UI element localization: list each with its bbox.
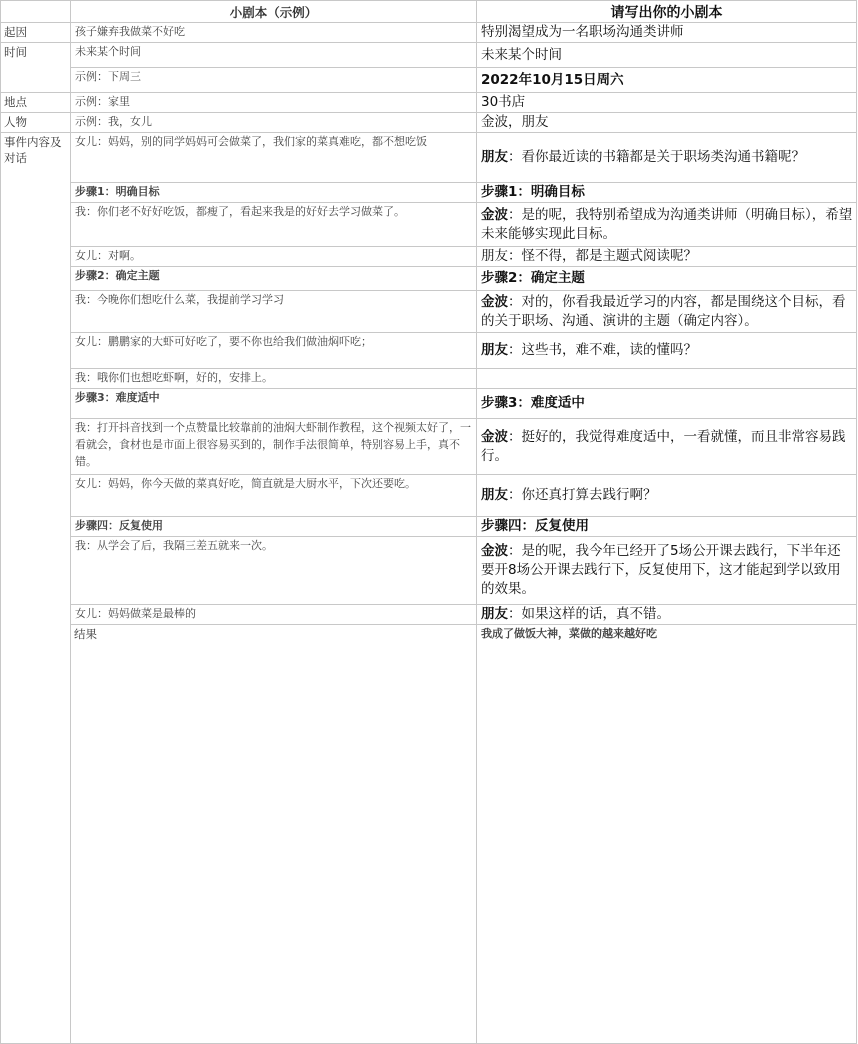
label-time: 时间 <box>1 43 71 93</box>
row-people <box>1 113 857 133</box>
example-step-cell: 步骤2：确定主题 <box>71 267 477 291</box>
header-yours: 请写出你的小剧本 <box>477 1 857 23</box>
dialogue-text: ：对的，你看我最近学习的内容，都是围绕这个目标，看的关于职场、沟通、演讲的主题（确定内容）。 <box>481 293 846 329</box>
row-cause <box>1 23 857 43</box>
example-cell: 女儿：对啊。 <box>71 247 477 267</box>
row-event-4 <box>1 291 857 333</box>
row-result <box>1 625 857 1044</box>
row-step3 <box>1 389 857 419</box>
dialogue-text: ：你还真打算去践行啊？ <box>508 487 657 503</box>
example-cell: 我：今晚你们想吃什么菜，我提前学习学习 <box>71 291 477 333</box>
speaker-label: 金波 <box>481 543 508 559</box>
label-people: 人物 <box>1 113 71 133</box>
row-time <box>1 43 857 68</box>
example-cell: 我：哦你们也想吃虾啊，好的，安排上。 <box>71 369 477 389</box>
row-step2 <box>1 267 857 291</box>
answer-cell[interactable] <box>477 369 857 389</box>
row-event-1 <box>1 133 857 183</box>
label-event: 事件内容及对话 <box>1 133 71 1044</box>
row-event-7 <box>1 419 857 475</box>
answer-cell[interactable] <box>477 291 857 333</box>
header-row <box>1 1 857 23</box>
dialogue-text: ：看你最近读的书籍都是关于职场类沟通书籍呢？ <box>508 149 805 165</box>
answer-step-cell[interactable]: 步骤2：确定主题 <box>477 267 857 291</box>
header-example: 小剧本（示例） <box>71 1 477 23</box>
dialogue-text: ：是的呢，我特别希望成为沟通类讲师（明确目标），希望未来能够实现此目标。 <box>481 206 853 242</box>
speaker-label: 朋友 <box>481 606 508 622</box>
answer-step-cell[interactable]: 步骤四：反复使用 <box>477 517 857 537</box>
row-event-10 <box>1 605 857 625</box>
speaker-label: 朋友 <box>481 487 508 503</box>
dialogue-text: ：这些书，难不难，读的懂吗？ <box>508 342 697 358</box>
example-cell: 示例：我，女儿 <box>71 113 477 133</box>
row-event-8 <box>1 475 857 517</box>
example-cell: 女儿：妈妈，别的同学妈妈可会做菜了，我们家的菜真难吃，都不想吃饭 <box>71 133 477 183</box>
row-time-example <box>1 68 857 93</box>
label-place: 地点 <box>1 93 71 113</box>
speaker-label: 朋友 <box>481 342 508 358</box>
row-event-5 <box>1 333 857 369</box>
speaker-label: 朋友 <box>481 149 508 165</box>
dialogue-text: ：如果这样的话，真不错。 <box>508 606 670 622</box>
speaker-label: 金波 <box>481 428 508 445</box>
answer-cell[interactable] <box>477 419 857 475</box>
row-event-9 <box>1 537 857 605</box>
answer-step-cell[interactable]: 步骤1：明确目标 <box>477 183 857 203</box>
row-place <box>1 93 857 113</box>
row-event-2 <box>1 203 857 247</box>
label-cause: 起因 <box>1 23 71 43</box>
dialogue-text: ：挺好的，我觉得难度适中，一看就懂，而且非常容易践行。 <box>481 428 846 464</box>
answer-cell[interactable] <box>477 333 857 369</box>
example-cell: 示例：家里 <box>71 93 477 113</box>
answer-cell[interactable] <box>477 475 857 517</box>
row-event-3 <box>1 247 857 267</box>
answer-cell[interactable]: 未来某个时间 <box>477 43 857 68</box>
answer-cell[interactable]: 金波，朋友 <box>477 113 857 133</box>
example-cell: 我：打开抖音找到一个点赞量比较靠前的油焖大虾制作教程，这个视频太好了，一看就会，食材也是市面上很容易买到的，制作手法很简单，特别容易上手，真不错。 <box>71 419 477 475</box>
row-step4 <box>1 517 857 537</box>
answer-step-cell[interactable]: 步骤3：难度适中 <box>477 389 857 419</box>
answer-cell[interactable]: 朋友：怪不得，都是主题式阅读呢？ <box>477 247 857 267</box>
label-result: 结果 <box>71 625 477 1044</box>
example-cell: 我：从学会了后，我隔三差五就来一次。 <box>71 537 477 605</box>
answer-cell[interactable]: 2022年10月15日周六 <box>477 68 857 93</box>
example-cell: 我：你们老不好好吃饭，都瘦了，看起来我是的好好去学习做菜了。 <box>71 203 477 247</box>
example-cell: 孩子嫌弃我做菜不好吃 <box>71 23 477 43</box>
answer-cell[interactable] <box>477 203 857 247</box>
example-cell: 未来某个时间 <box>71 43 477 68</box>
answer-cell[interactable] <box>477 133 857 183</box>
row-event-6 <box>1 369 857 389</box>
example-cell: 女儿：妈妈，你今天做的菜真好吃，简直就是大厨水平，下次还要吃。 <box>71 475 477 517</box>
speaker-label: 金波 <box>481 293 508 310</box>
dialogue-text: ：是的呢，我今年已经开了5场公开课去践行，下半年还要开8场公开课去践行下，反复使用下，这才能起到学以致用的效果。 <box>481 543 841 597</box>
row-step1 <box>1 183 857 203</box>
example-cell: 我成了做饭大神，菜做的越来越好吃 <box>477 625 857 1044</box>
answer-cell[interactable]: 30书店 <box>477 93 857 113</box>
example-step-cell: 步骤四：反复使用 <box>71 517 477 537</box>
example-step-cell: 步骤3：难度适中 <box>71 389 477 419</box>
example-cell: 女儿：鹏鹏家的大虾可好吃了，要不你也给我们做油焖吓吃； <box>71 333 477 369</box>
example-cell: 示例：下周三 <box>71 68 477 93</box>
example-cell: 女儿：妈妈做菜是最棒的 <box>71 605 477 625</box>
example-step-cell: 步骤1：明确目标 <box>71 183 477 203</box>
speaker-label: 金波 <box>481 206 508 223</box>
answer-cell[interactable] <box>477 537 857 605</box>
header-blank <box>1 1 71 23</box>
answer-cell[interactable] <box>477 605 857 625</box>
answer-cell[interactable]: 特别渴望成为一名职场沟通类讲师 <box>477 23 857 43</box>
